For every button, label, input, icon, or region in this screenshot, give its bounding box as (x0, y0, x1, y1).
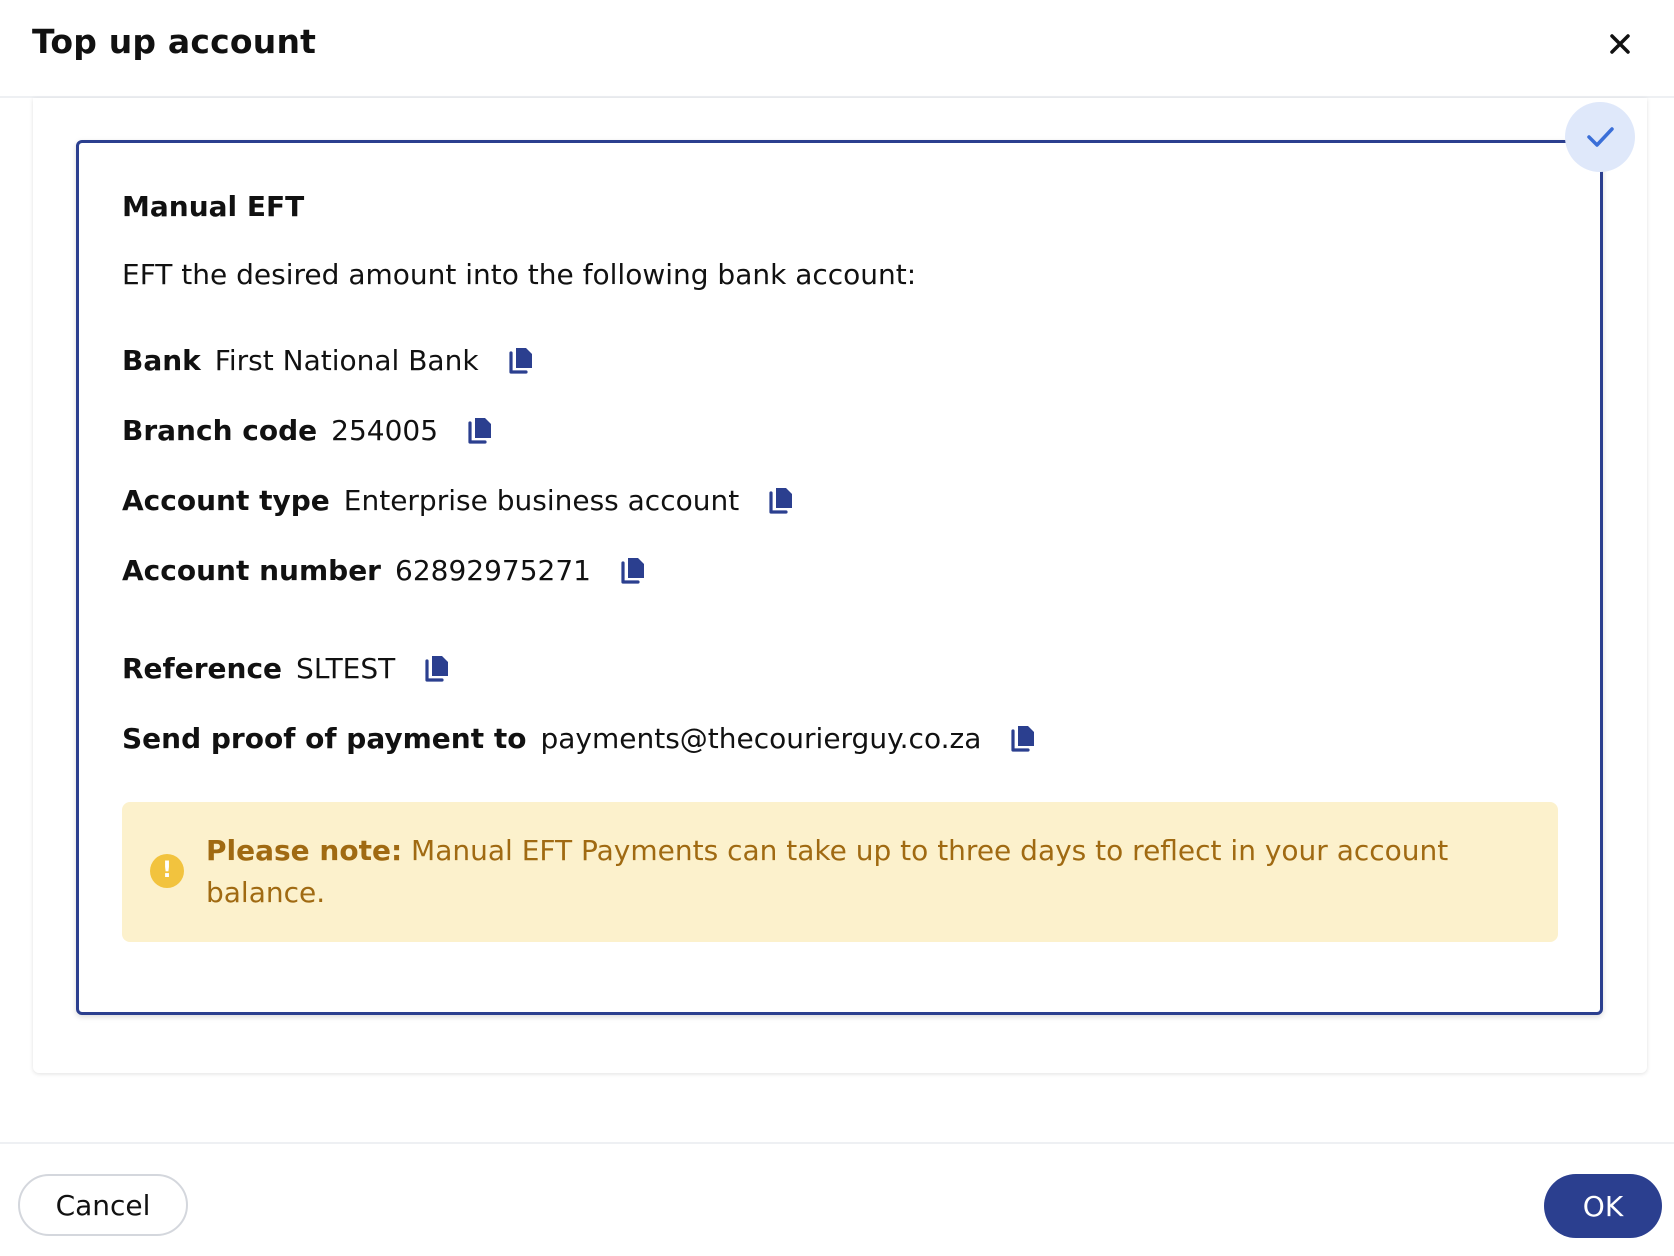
note-body: Manual EFT Payments can take up to three days to reflect in your account balance. (206, 834, 1449, 909)
detail-value: 62892975271 (395, 554, 591, 587)
detail-value: SLTEST (296, 652, 396, 685)
cancel-button[interactable]: Cancel (18, 1174, 188, 1236)
option-intro: EFT the desired amount into the following bank account: (122, 258, 917, 291)
copy-icon[interactable] (767, 486, 795, 516)
note-box (122, 802, 1558, 942)
modal-title: Top up account (32, 22, 317, 61)
modal-footer (0, 1142, 1674, 1256)
detail-row-proof-of-payment (122, 722, 1037, 755)
note-text (206, 830, 1506, 914)
detail-label: Account type (122, 484, 330, 517)
detail-label: Send proof of payment to (122, 722, 527, 755)
check-icon (1581, 118, 1619, 156)
detail-row-reference (122, 652, 451, 685)
copy-icon[interactable] (507, 346, 535, 376)
note-strong: Please note: (206, 834, 403, 867)
copy-icon[interactable] (423, 654, 451, 684)
warning-icon: ! (150, 854, 184, 888)
detail-value: First National Bank (214, 344, 479, 377)
detail-label: Branch code (122, 414, 318, 447)
copy-icon[interactable] (1009, 724, 1037, 754)
detail-row-bank (122, 344, 535, 377)
selected-check-badge (1565, 102, 1635, 172)
detail-row-branch-code (122, 414, 494, 447)
detail-label: Bank (122, 344, 201, 377)
ok-button[interactable]: OK (1544, 1174, 1662, 1238)
detail-label: Account number (122, 554, 381, 587)
copy-icon[interactable] (619, 556, 647, 586)
copy-icon[interactable] (466, 416, 494, 446)
detail-value: 254005 (331, 414, 439, 447)
detail-label: Reference (122, 652, 283, 685)
close-button[interactable] (1602, 26, 1638, 62)
detail-row-account-type (122, 484, 795, 517)
close-icon (1602, 26, 1638, 62)
detail-row-account-number (122, 554, 647, 587)
modal-header (0, 0, 1674, 98)
option-title: Manual EFT (122, 190, 305, 223)
detail-value: Enterprise business account (343, 484, 740, 517)
detail-value: payments@thecourierguy.co.za (540, 722, 982, 755)
